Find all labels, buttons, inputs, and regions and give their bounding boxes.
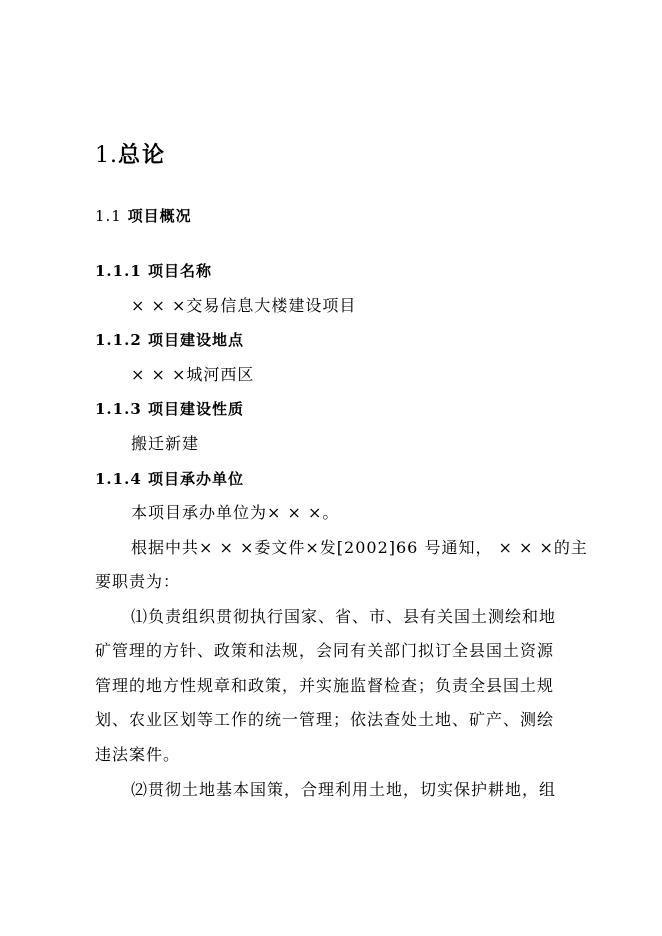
chapter-number: 1.: [95, 143, 118, 168]
paragraph-line: ⑵贯彻土地基本国策，合理利用土地，切实保护耕地，组: [131, 780, 557, 799]
project-unit-text: 本项目承办单位为× × ×。: [131, 503, 340, 522]
paragraph-line: 划、农业区划等工作的统一管理；依法查处土地、矿产、测绘: [95, 710, 555, 729]
paragraph-line: 违法案件。: [95, 745, 181, 764]
chapter-heading: [95, 140, 595, 171]
subsection-heading-nature: 1.1.3 项目建设性质: [95, 400, 244, 418]
project-location-text: × × ×城河西区: [131, 365, 255, 384]
subsection-heading-unit: 1.1.4 项目承办单位: [95, 470, 244, 488]
subsection-heading-name: 1.1.1 项目名称: [95, 262, 212, 280]
paragraph-line: 矿管理的方针、政策和法规，会同有关部门拟订全县国土资源: [95, 641, 555, 660]
subsection-heading-location: 1.1.2 项目建设地点: [95, 331, 244, 349]
chapter-title: 总论: [118, 142, 167, 168]
section-heading: [95, 204, 595, 228]
paragraph-line: ⑴负责组织贯彻执行国家、省、市、县有关国土测绘和地: [131, 607, 557, 626]
project-name-text: × × ×交易信息大楼建设项目: [131, 296, 357, 315]
section-number: 1.1: [95, 207, 128, 225]
paragraph-line: 根据中共× × ×委文件×发[2002]66 号通知， × × ×的主: [131, 538, 588, 557]
paragraph-line: 要职责为：: [95, 572, 181, 591]
paragraph-line: 管理的地方性规章和政策，并实施监督检查；负责全县国土规: [95, 676, 555, 695]
project-nature-text: 搬迁新建: [131, 434, 200, 453]
section-title: 项目概况: [127, 207, 192, 225]
